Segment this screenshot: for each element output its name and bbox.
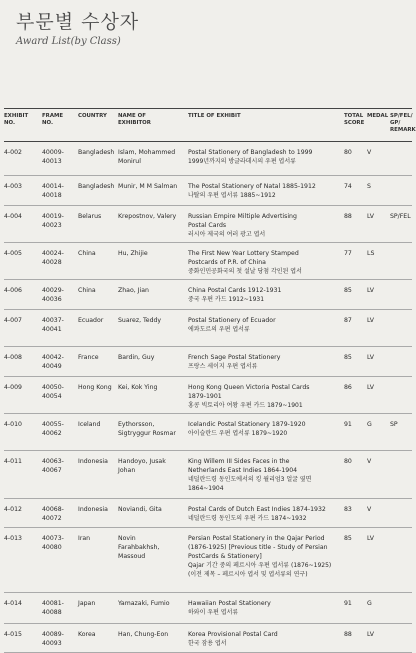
frame-no: 40055- 40062	[42, 421, 64, 437]
total-score: 88	[344, 631, 352, 638]
frame-no: 40024- 40028	[42, 250, 64, 266]
col-remark: SP/FEL/ GP/ REMARK	[390, 113, 416, 133]
exhibitor-name: Noviandi, Gita	[118, 506, 162, 513]
remark: SP	[390, 421, 398, 428]
col-frame-no: FRAME NO.	[42, 113, 64, 126]
table-header	[4, 108, 416, 142]
country: Iran	[78, 535, 91, 542]
exhibit-title	[188, 599, 336, 617]
exhibit-title	[188, 316, 336, 334]
table-row	[4, 377, 412, 414]
table-row	[4, 414, 412, 451]
country: Bangladesh	[78, 149, 115, 156]
exhibit-title-ko: 프랑스 세이지 우편 엽서류	[188, 363, 258, 370]
country: Iceland	[78, 421, 101, 428]
medal: G	[367, 421, 372, 428]
country: Korea	[78, 631, 96, 638]
exhibit-title-ko: 1999년까지의 방글라데시의 우편 엽서류	[188, 158, 296, 165]
exhibit-no: 4-014	[4, 600, 22, 607]
exhibit-no: 4-013	[4, 535, 22, 542]
total-score: 85	[344, 535, 352, 542]
exhibitor-name: Bardin, Guy	[118, 354, 155, 361]
table-row	[4, 593, 412, 624]
medal: LV	[367, 535, 374, 542]
frame-no: 40037- 40041	[42, 317, 64, 333]
frame-no: 40089- 40093	[42, 631, 64, 647]
medal: LV	[367, 354, 374, 361]
exhibit-no: 4-012	[4, 506, 22, 513]
medal: LV	[367, 213, 374, 220]
table-row	[4, 176, 412, 206]
total-score: 91	[344, 600, 352, 607]
col-exhibit-no: EXHIBIT NO.	[4, 113, 29, 126]
country: China	[78, 287, 96, 294]
exhibit-no: 4-007	[4, 317, 22, 324]
exhibit-title-ko: 러시아 제국의 여러 광고 엽서	[188, 231, 266, 238]
exhibit-no: 4-015	[4, 631, 22, 638]
exhibit-title-ko: 중국 우편 카드 1912~1931	[188, 296, 265, 303]
country: Indonesia	[78, 458, 108, 465]
exhibit-title	[188, 383, 336, 410]
frame-no: 40050- 40054	[42, 384, 64, 400]
exhibitor-name: Krepostnov, Valery	[118, 213, 177, 220]
exhibit-title-en: Hawaiian Postal Stationery	[188, 600, 271, 607]
total-score: 80	[344, 149, 352, 156]
exhibit-no: 4-002	[4, 149, 22, 156]
table-row	[4, 206, 412, 243]
exhibit-title	[188, 505, 336, 523]
frame-no: 40014- 40018	[42, 183, 64, 199]
exhibit-no: 4-011	[4, 458, 22, 465]
total-score: 85	[344, 354, 352, 361]
table-row	[4, 499, 412, 528]
country: Ecuador	[78, 317, 104, 324]
country: Hong Kong	[78, 384, 112, 391]
exhibit-title-ko: 한국 잠용 엽서	[188, 640, 227, 647]
medal: LV	[367, 287, 374, 294]
table-body	[4, 142, 412, 653]
total-score: 87	[344, 317, 352, 324]
frame-no: 40068- 40072	[42, 506, 64, 522]
country: Belarus	[78, 213, 102, 220]
exhibit-title-en: Russian Empire Miltiple Advertising Postal Cards	[188, 213, 297, 229]
total-score: 91	[344, 421, 352, 428]
award-table	[4, 108, 416, 653]
page-title: 부문별 수상자	[16, 11, 140, 33]
exhibitor-name: Yamazaki, Fumio	[118, 600, 170, 607]
exhibit-title-en: French Sage Postal Stationery	[188, 354, 281, 361]
medal: LV	[367, 317, 374, 324]
total-score: 88	[344, 213, 352, 220]
frame-no: 40019- 40023	[42, 213, 64, 229]
exhibit-title-en: King Willem III Sides Faces in the Netherlands East Indies 1864-1904	[188, 458, 298, 474]
frame-no: 40042- 40049	[42, 354, 64, 370]
medal: LV	[367, 631, 374, 638]
exhibit-title-en: Postal Stationery of Bangladesh to 1999	[188, 149, 313, 156]
exhibit-title-en: The First New Year Lottery Stamped Postcards of P.R. of China	[188, 250, 299, 266]
exhibit-title-ko: Qajar 기간 중의 페르시아 우편 엽서류 (1876~1925) (이전 제목 – 페르시아 엽서 및 엽서류의 연구)	[188, 562, 332, 578]
exhibit-title	[188, 534, 336, 579]
exhibitor-name: Zhao, Jian	[118, 287, 149, 294]
page-header	[16, 10, 139, 47]
exhibitor-name: Munir, M M Salman	[118, 183, 178, 190]
exhibit-no: 4-004	[4, 213, 22, 220]
exhibit-title	[188, 286, 336, 304]
remark: SP/FEL	[390, 213, 411, 220]
exhibit-title-ko: 홍콩 빅토리아 여왕 우편 카드 1879~1901	[188, 402, 303, 409]
table-row	[4, 347, 412, 377]
exhibit-title-ko: 하와이 우편 엽서류	[188, 609, 239, 616]
country: China	[78, 250, 96, 257]
exhibitor-name: Han, Chung-Eon	[118, 631, 169, 638]
table-row	[4, 310, 412, 347]
exhibit-title	[188, 630, 336, 648]
exhibit-title	[188, 353, 336, 371]
exhibit-title	[188, 182, 336, 200]
exhibit-title-ko: 에콰도르의 우편 엽서류	[188, 326, 250, 333]
country: Japan	[78, 600, 96, 607]
exhibitor-name: Eythorsson, Sigtryggur Rosmar	[118, 421, 176, 437]
exhibit-title-en: Postal Stationery of Ecuador	[188, 317, 276, 324]
table-row	[4, 142, 412, 176]
exhibit-title	[188, 420, 336, 438]
total-score: 83	[344, 506, 352, 513]
col-exhibitor: NAME OF EXHIBITOR	[118, 113, 151, 126]
exhibit-no: 4-003	[4, 183, 22, 190]
exhibit-title	[188, 249, 336, 276]
exhibitor-name: Islam, Mohammed Monirul	[118, 149, 176, 165]
col-score: TOTAL SCORE	[344, 113, 365, 126]
exhibit-no: 4-006	[4, 287, 22, 294]
exhibit-title-ko: 아이슬란드 우편 엽서류 1879~1920	[188, 430, 288, 437]
exhibit-title-ko: 네덜란드령 동인도에서의 킹 윌리엄3 얼굴 옆면 1864~1904	[188, 476, 312, 492]
exhibit-title	[188, 457, 336, 493]
table-row	[4, 528, 412, 593]
total-score: 85	[344, 287, 352, 294]
exhibitor-name: Kei, Kok Ying	[118, 384, 158, 391]
frame-no: 40081- 40088	[42, 600, 64, 616]
country: France	[78, 354, 99, 361]
exhibit-no: 4-009	[4, 384, 22, 391]
exhibit-title-en: Icelandic Postal Stationery 1879-1920	[188, 421, 306, 428]
medal: G	[367, 600, 372, 607]
exhibit-title-ko: 나탈의 우편 엽서류 1885~1912	[188, 192, 276, 199]
medal: LS	[367, 250, 375, 257]
frame-no: 40073- 40080	[42, 535, 64, 551]
col-title: TITLE OF EXHIBIT	[188, 113, 241, 119]
table-row	[4, 280, 412, 310]
exhibit-title	[188, 148, 336, 166]
frame-no: 40009- 40013	[42, 149, 64, 165]
country: Indonesia	[78, 506, 108, 513]
medal: V	[367, 458, 372, 465]
col-medal: MEDAL	[367, 113, 389, 119]
exhibit-title-en: Korea Provisional Postal Card	[188, 631, 278, 638]
total-score: 86	[344, 384, 352, 391]
exhibit-no: 4-008	[4, 354, 22, 361]
total-score: 74	[344, 183, 352, 190]
col-country: COUNTRY	[78, 113, 107, 119]
exhibitor-name: Handoyo, Jusak Johan	[118, 458, 166, 474]
medal: V	[367, 506, 372, 513]
exhibit-title-en: Hong Kong Queen Victoria Postal Cards 1879-1901	[188, 384, 310, 400]
exhibit-title-en: Persian Postal Stationery in the Qajar Period (1876-1925) [Previous title - Study of Persian PostCards & Stationery]	[188, 535, 328, 560]
exhibit-no: 4-005	[4, 250, 22, 257]
page-subtitle: Award List(by Class)	[16, 36, 121, 47]
exhibitor-name: Hu, Zhijie	[118, 250, 148, 257]
exhibit-title-en: The Postal Stationery of Natal 1885-1912	[188, 183, 316, 190]
exhibit-title-ko: 네덜란드령 동인도의 우편 카드 1874~1932	[188, 515, 307, 522]
table-row	[4, 624, 412, 653]
total-score: 77	[344, 250, 352, 257]
exhibitor-name: Suarez, Teddy	[118, 317, 162, 324]
exhibitor-name: Novin Farahbakhsh, Massoud	[118, 535, 160, 560]
exhibit-no: 4-010	[4, 421, 22, 428]
exhibit-title-en: Postal Cards of Dutch East Indies 1874-1932	[188, 506, 326, 513]
medal: LV	[367, 384, 374, 391]
medal: S	[367, 183, 371, 190]
table-row	[4, 451, 412, 499]
exhibit-title-en: China Postal Cards 1912-1931	[188, 287, 282, 294]
table-row	[4, 243, 412, 280]
medal: V	[367, 149, 372, 156]
exhibit-title	[188, 212, 336, 239]
frame-no: 40063- 40067	[42, 458, 64, 474]
exhibit-title-ko: 중화인민공화국의 첫 설날 당첨 각인된 엽서	[188, 268, 302, 275]
total-score: 80	[344, 458, 352, 465]
country: Bangladesh	[78, 183, 115, 190]
frame-no: 40029- 40036	[42, 287, 64, 303]
